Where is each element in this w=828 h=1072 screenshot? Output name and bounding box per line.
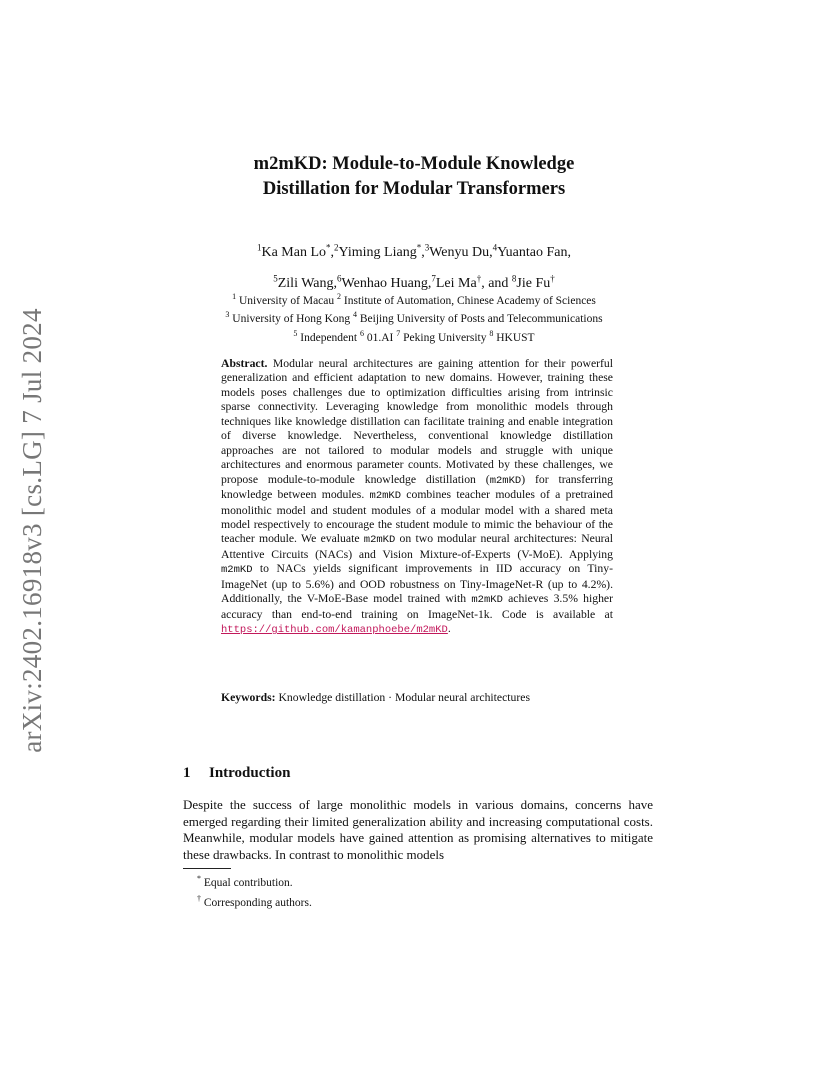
section-title: Introduction bbox=[209, 765, 291, 781]
abstract-text: to NACs yields significant improvements in IID accuracy on Tiny-ImageNet (up to 5.6%) and OOD robustness on Tiny-ImageNet-R (up to 4.2%). Additionally, the V-MoE-Base model trained with bbox=[221, 562, 613, 606]
section-heading bbox=[183, 765, 290, 782]
author: $^2$Yiming Liang*, bbox=[334, 242, 425, 260]
keywords-label: Keywords: bbox=[221, 691, 276, 704]
author: $^6$Wenhao Huang, bbox=[337, 273, 432, 292]
title-line-2: Distillation for Modular Transformers bbox=[262, 179, 566, 199]
author: $^5$Zili Wang, bbox=[273, 273, 338, 292]
footnote: † Corresponding authors. bbox=[197, 893, 312, 909]
abstract-text: achieves 3.5% higher accuracy than end-to-end training on ImageNet-1k. Code is available at bbox=[221, 592, 614, 621]
section-number: 1 bbox=[183, 765, 191, 781]
author: $^4$Yuantao Fan, bbox=[492, 242, 572, 260]
affiliation-line-3: $^5$ Independent $^6$ 01.AI $^7$ Peking University $^8$ HKUST bbox=[293, 328, 535, 344]
abstract-text: Modular neural architectures are gaining attention for their powerful generalization and efficient adaptation to new domains. However, training these models poses challenges due to optimization difficulties arising from intrinsic sparse connectivity. Leveraging knowledge from monolithic models through techniques like knowledge distillation can facilitate training and enable integration of diverse knowledge. Nevertheless, conventional knowledge distillation approaches are not tailored to modular models and struggle with unique architectures and enormous parameter counts. Motivated by these challenges, we propose module-to-module knowledge distillation ( bbox=[221, 357, 614, 486]
author: $^7$Lei Ma†, and bbox=[431, 273, 509, 292]
method-name: m2mKD bbox=[369, 490, 402, 503]
author-list bbox=[180, 234, 648, 297]
arxiv-stamp bbox=[8, 300, 56, 760]
affiliations bbox=[180, 290, 648, 345]
affiliation-line-2: $^3$ University of Hong Kong $^4$ Beijing University of Posts and Telecommunications bbox=[225, 310, 603, 326]
affiliation-line-1: $^1$ University of Macau $^2$ Institute of Automation, Chinese Academy of Sciences bbox=[232, 292, 596, 307]
abstract-text: combines teacher modules of a pretrained monolithic model and student modules of a modular model with a shared meta model respectively to encourage the student module to mimic the behaviour of the teacher module. We evaluate bbox=[221, 488, 613, 546]
author: $^3$Wenyu Du, bbox=[424, 242, 493, 260]
method-name: m2mKD bbox=[363, 534, 396, 547]
abstract-label: Abstract. bbox=[221, 357, 268, 370]
arxiv-stamp-text: arXiv:2402.16918v3 [cs.LG] 7 Jul 2024 bbox=[16, 307, 47, 753]
footnote: * Equal contribution. bbox=[197, 874, 293, 889]
keywords-text: Knowledge distillation · Modular neural architectures bbox=[278, 691, 530, 704]
title-line-1: m2mKD: Module-to-Module Knowledge bbox=[253, 154, 575, 174]
keywords bbox=[221, 691, 613, 705]
footnote-divider bbox=[183, 868, 231, 869]
method-name: m2mKD bbox=[489, 474, 522, 487]
method-name: m2mKD bbox=[221, 564, 253, 577]
abstract bbox=[221, 357, 613, 638]
paper-title bbox=[180, 152, 648, 202]
author: $^8$Jie Fu† bbox=[511, 273, 555, 292]
code-repository-link[interactable]: https://github.com/kamanphoebe/m2mKD bbox=[221, 624, 448, 637]
footnotes bbox=[197, 871, 312, 911]
author-line-1 bbox=[180, 234, 648, 266]
abstract-text: on two modular neural architectures: Neural Attentive Circuits (NACs) and Vision Mixture-of-Experts (V-MoE). Applying bbox=[221, 532, 613, 561]
intro-paragraph: Despite the success of large monolithic models in various domains, concerns have emerged regarding their limited generalization ability and increasing computational costs. Meanwhile, modular models have gained attention as promising alternatives to mitigate these drawbacks. In contrast to monolithic models bbox=[183, 797, 653, 862]
abstract-text: ) for transferring knowledge between modules. bbox=[221, 472, 613, 502]
method-name: m2mKD bbox=[471, 594, 503, 607]
author: $^1$Ka Man Lo*, bbox=[256, 242, 335, 260]
abstract-text: . bbox=[447, 622, 451, 636]
